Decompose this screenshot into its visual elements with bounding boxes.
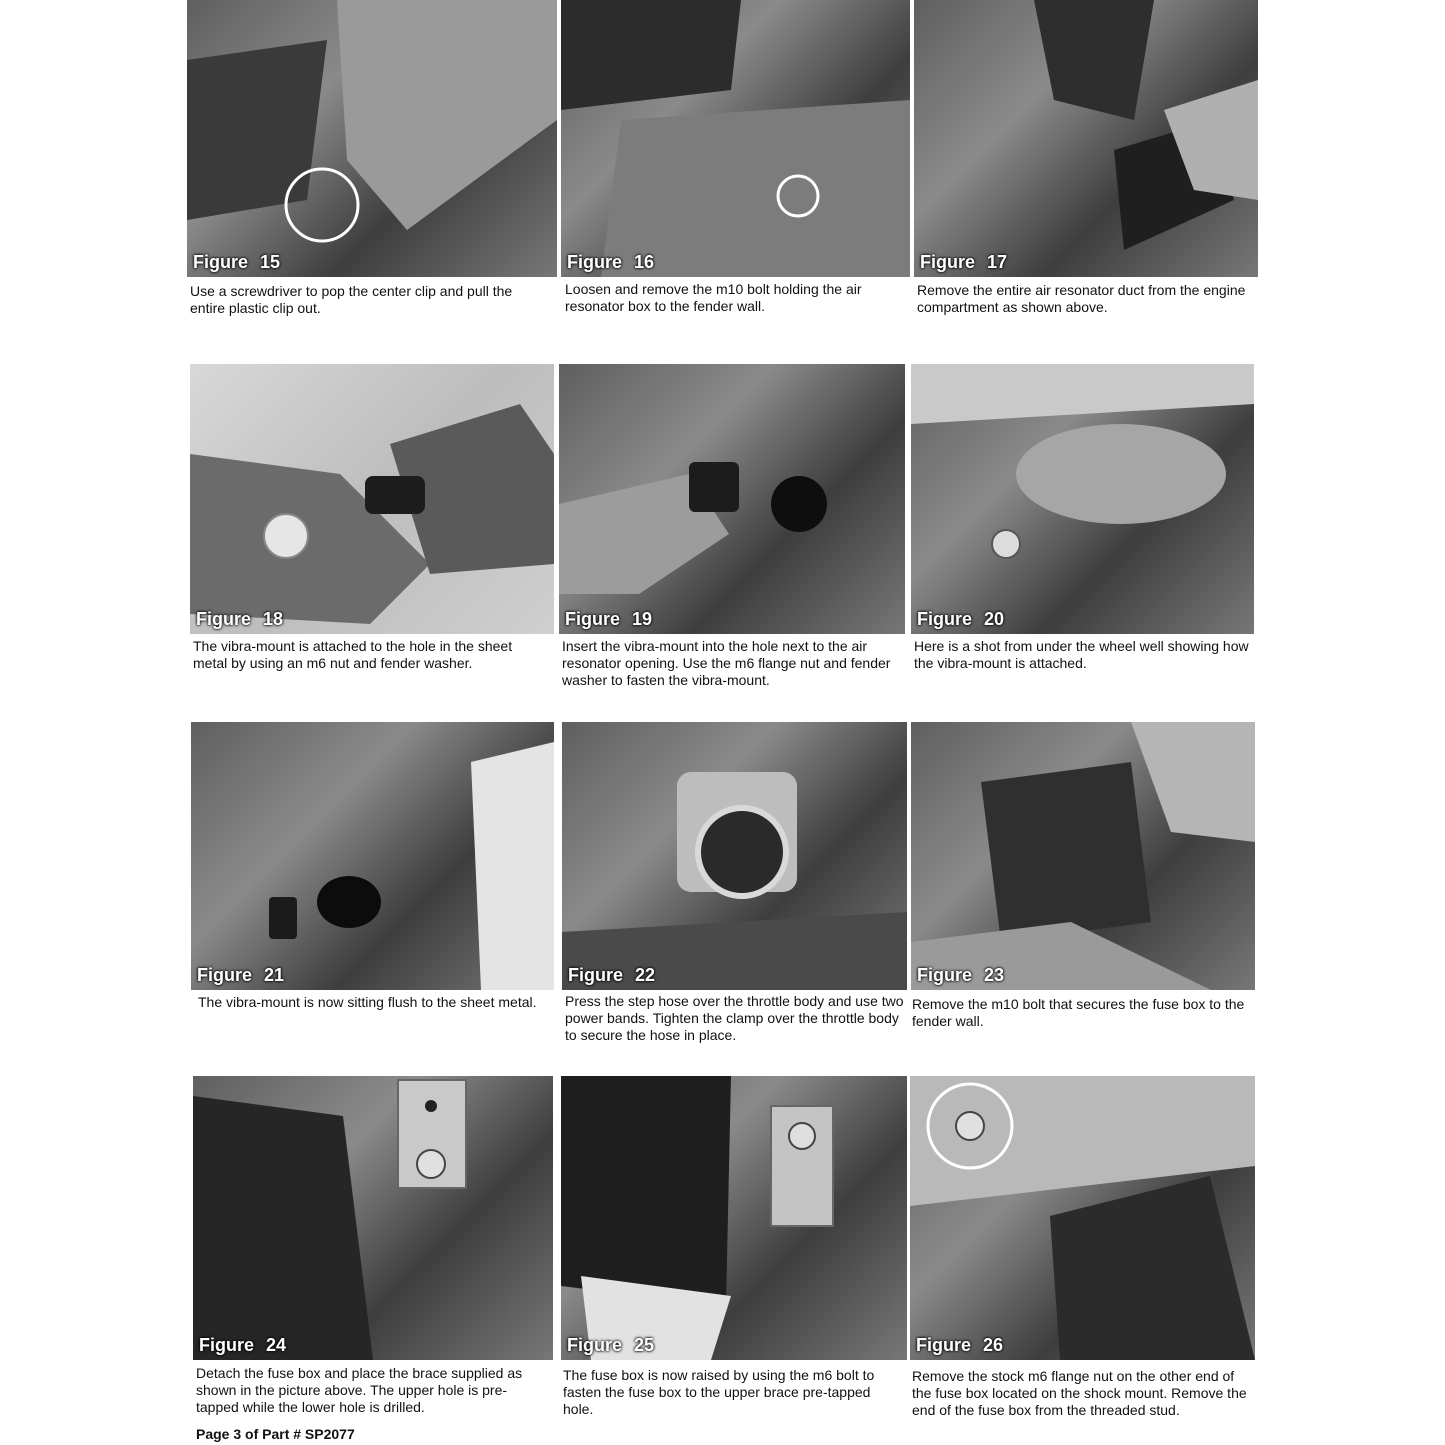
figure-label: Figure 26 [916, 1335, 1004, 1355]
figure-label: Figure 19 [565, 609, 653, 629]
figure-26-photo [910, 1076, 1255, 1360]
figure-22-caption: Press the step hose over the throttle body and use two power bands. Tighten the clamp over the throttle body to secure the hose in place. [565, 993, 904, 1043]
figure-label: Figure 15 [193, 252, 281, 272]
figure-label: Figure 20 [917, 609, 1005, 629]
figure-26-caption: Remove the stock m6 flange nut on the other end of the fuse box located on the shock mount. Remove the end of the fuse box from the threaded stud. [912, 1368, 1247, 1418]
figure-21-photo [191, 722, 554, 990]
figure-20-caption: Here is a shot from under the wheel well showing how the vibra-mount is attached. [914, 638, 1249, 671]
figure-label: Figure 24 [199, 1335, 287, 1355]
figure-label: Figure 22 [568, 965, 656, 985]
figure-23-caption: Remove the m10 bolt that secures the fuse box to the fender wall. [912, 996, 1245, 1029]
figure-16-photo [561, 0, 910, 277]
figure-16-caption: Loosen and remove the m10 bolt holding the air resonator box to the fender wall. [565, 281, 862, 314]
highlight-circle [286, 169, 358, 241]
figure-19-caption: Insert the vibra-mount into the hole next to the air resonator opening. Use the m6 flange nut and fender washer to fasten the vibra-mount. [562, 638, 891, 688]
figure-15-caption: Use a screwdriver to pop the center clip and pull the entire plastic clip out. [190, 283, 513, 316]
figure-20-photo [911, 364, 1254, 634]
figure-22-photo [562, 722, 907, 990]
figure-18-caption: The vibra-mount is attached to the hole in the sheet metal by using an m6 nut and fender washer. [193, 638, 513, 671]
figure-21-caption: The vibra-mount is now sitting flush to the sheet metal. [198, 994, 537, 1010]
figure-label: Figure 23 [917, 965, 1005, 985]
page-footer: Page 3 of Part # SP2077 [196, 1426, 355, 1442]
figure-19-photo [559, 364, 905, 634]
figure-23-photo [911, 722, 1255, 990]
figure-label: Figure 16 [567, 252, 655, 272]
figure-17-photo [914, 0, 1258, 277]
figure-label: Figure 25 [567, 1335, 655, 1355]
figure-24-caption: Detach the fuse box and place the brace supplied as shown in the picture above. The upper hole is pre-tapped while the lower hole is drilled. [196, 1365, 523, 1415]
figure-18-photo [190, 364, 554, 634]
figure-label: Figure 21 [197, 965, 285, 985]
figure-24-photo [193, 1076, 553, 1360]
figure-label: Figure 17 [920, 252, 1008, 272]
figure-17-caption: Remove the entire air resonator duct from the engine compartment as shown above. [917, 282, 1246, 315]
figure-25-caption: The fuse box is now raised by using the m6 bolt to fasten the fuse box to the upper brace pre-tapped hole. [563, 1367, 875, 1417]
figure-25-photo [561, 1076, 907, 1360]
figure-15-photo [187, 0, 557, 277]
figure-label: Figure 18 [196, 609, 284, 629]
